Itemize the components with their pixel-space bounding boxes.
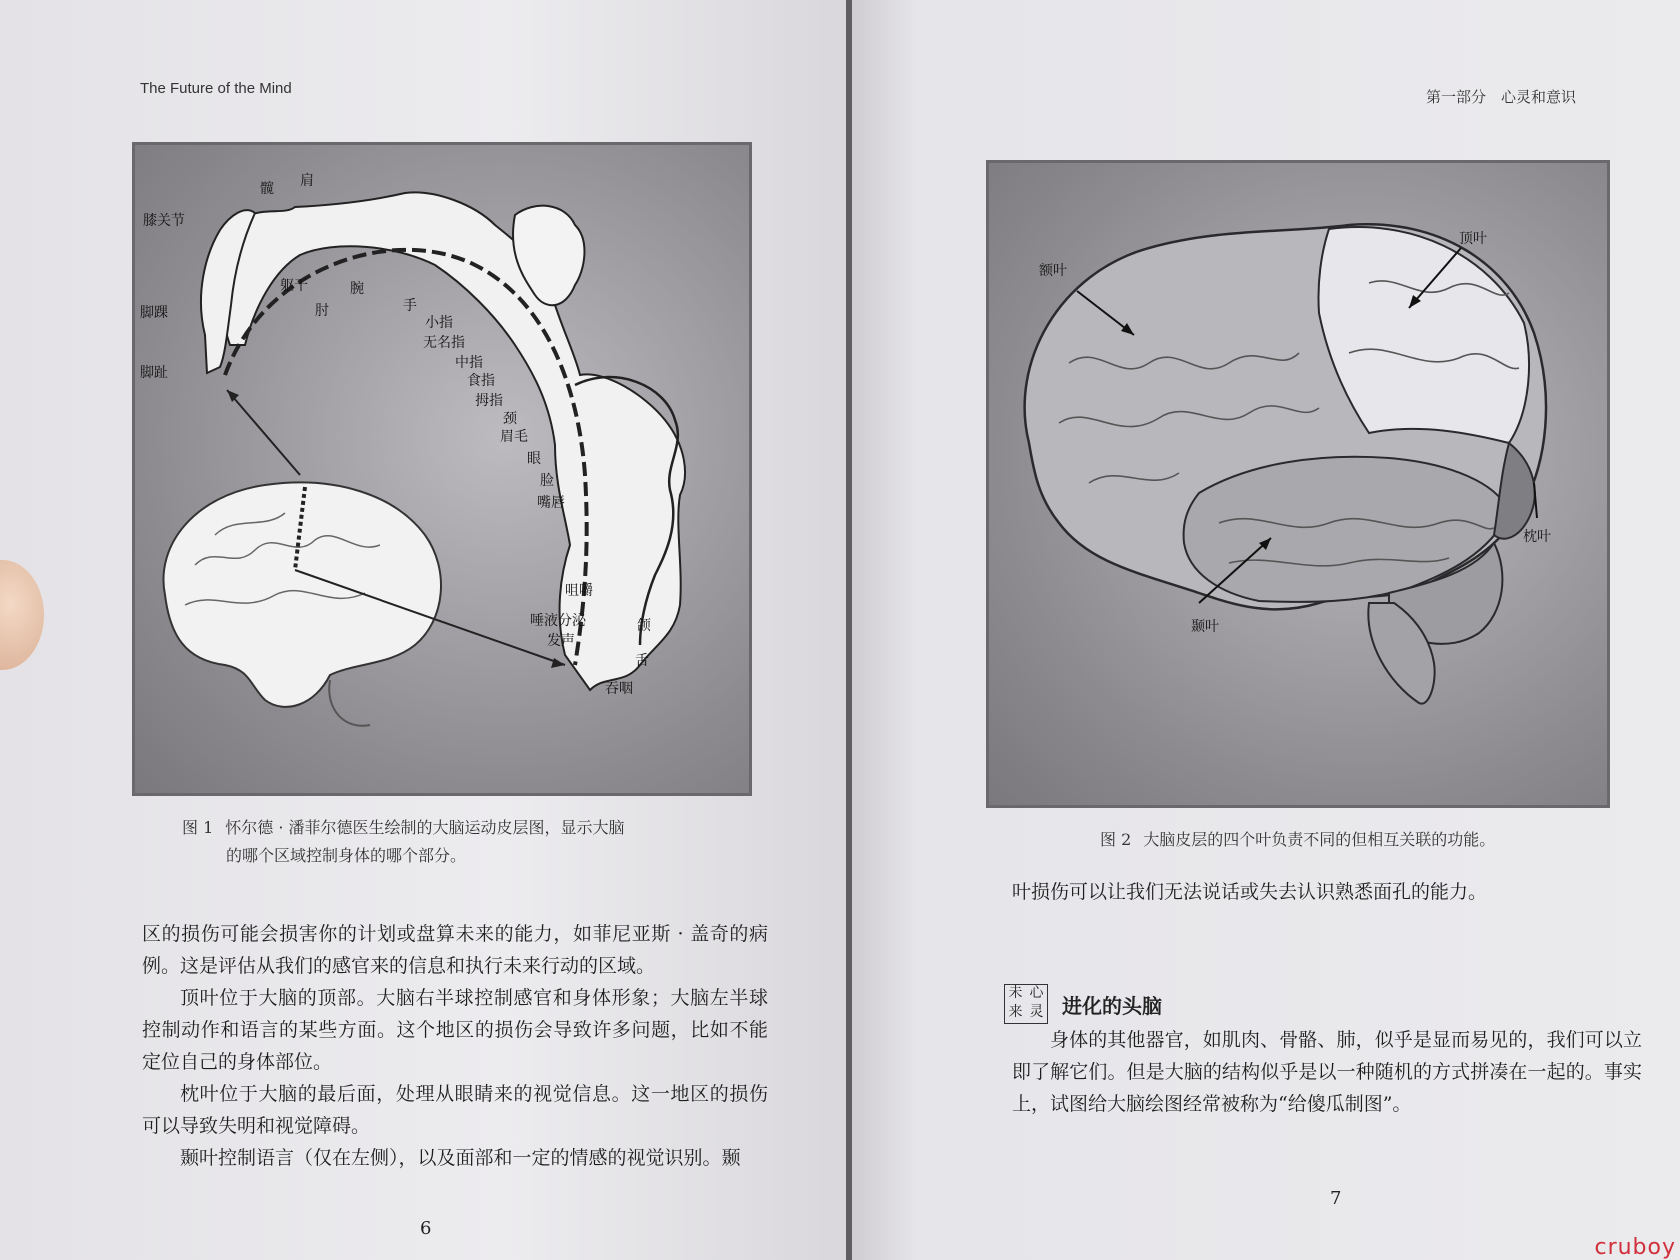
paragraph: 区的损伤可能会损害你的计划或盘算未来的能力，如菲尼亚斯 · 盖奇的病例。这是评估从我们的感官来的信息和执行未来行动的区域。 (142, 923, 768, 977)
logo-char: 心 (1029, 985, 1044, 1001)
small-brain (163, 482, 441, 725)
paragraph: 顶叶位于大脑的顶部。大脑右半球控制感官和身体形象；大脑左半球控制动作和语言的某些方面。这个地区的损伤会导致许多问题，比如不能定位自己的身体部位。 (142, 987, 768, 1073)
label-tongue: 舌 (635, 653, 649, 669)
label-index-finger: 食指 (467, 373, 495, 389)
label-thumb: 拇指 (475, 393, 503, 409)
label-swallowing: 吞咽 (605, 681, 633, 697)
label-knee: 膝关节 (143, 213, 185, 229)
left-body-text (142, 918, 768, 1174)
watermark: cruboy (1594, 1235, 1676, 1260)
page-number-left: 6 (420, 1218, 432, 1239)
running-head-left: The Future of the Mind (140, 80, 292, 97)
figure1-caption-line1: 怀尔德 · 潘菲尔德医生绘制的大脑运动皮层图，显示大脑 (225, 818, 625, 837)
figure2-caption-text: 大脑皮层的四个叶负责不同的但相互关联的功能。 (1143, 830, 1496, 849)
label-middle-finger: 中指 (455, 355, 483, 371)
brain-lobes-illustration (989, 163, 1607, 805)
paragraph: 颞叶控制语言（仅在左侧），以及面部和一定的情感的视觉识别。颞 (180, 1147, 741, 1169)
logo-char: 来 (1008, 1004, 1023, 1020)
page-number-right: 7 (1330, 1188, 1342, 1209)
label-hip: 髋 (260, 181, 274, 197)
label-chewing: 咀嚼 (565, 583, 593, 599)
motor-cortex-figure (132, 142, 752, 796)
figure2-caption (1100, 826, 1640, 854)
right-body-text (1012, 1024, 1642, 1120)
figure1-caption-line2: 的哪个区域控制身体的哪个部分。 (226, 846, 467, 865)
label-vocalization: 发声 (547, 633, 575, 649)
paragraph: 枕叶位于大脑的最后面，处理从眼睛来的视觉信息。这一地区的损伤可以导致失明和视觉障碍。 (142, 1083, 768, 1137)
continued-paragraph: 叶损伤可以让我们无法说话或失去认识熟悉面孔的能力。 (1012, 881, 1488, 903)
label-neck: 颈 (503, 411, 517, 427)
section-heading (1004, 984, 1162, 1024)
label-lips: 嘴唇 (537, 495, 565, 511)
label-toes: 脚趾 (140, 365, 168, 381)
label-ring-finger: 无名指 (423, 335, 465, 351)
label-wrist: 腕 (350, 281, 364, 297)
section-logo-icon (1004, 984, 1048, 1024)
label-shoulder: 肩 (300, 173, 314, 189)
label-parietal-lobe: 顶叶 (1459, 231, 1487, 247)
paragraph: 身体的其他器官，如肌肉、骨骼、肺，似乎是显而易见的，我们可以立即了解它们。但是大脑的结构似乎是以一种随机的方式拼凑在一起的。事实上，试图给大脑绘图经常被称为“给傻瓜制图”。 (1012, 1029, 1642, 1115)
label-hand: 手 (403, 298, 417, 314)
label-face: 脸 (540, 473, 554, 489)
label-frontal-lobe: 额叶 (1039, 263, 1067, 279)
figure2-number: 图 2 (1100, 830, 1132, 849)
brain-lobes-figure (986, 160, 1610, 808)
label-ankle: 脚踝 (140, 305, 168, 321)
label-occipital-lobe: 枕叶 (1523, 529, 1551, 545)
section-title: 进化的头脑 (1062, 993, 1162, 1018)
arrow-to-toes (227, 390, 300, 475)
label-trunk: 躯干 (280, 278, 308, 294)
figure1-caption (182, 814, 742, 870)
running-head-right: 第一部分 心灵和意识 (1425, 88, 1576, 106)
logo-char: 灵 (1029, 1004, 1044, 1020)
label-temporal-lobe: 颞叶 (1191, 619, 1219, 635)
label-elbow: 肘 (315, 303, 329, 319)
label-salivation: 唾液分泌 (530, 613, 586, 629)
homunculus-illustration (135, 145, 749, 793)
logo-char: 未 (1008, 985, 1023, 1001)
label-little-finger: 小指 (425, 315, 453, 331)
figure1-number: 图 1 (182, 818, 214, 837)
label-jaw: 颌 (637, 618, 651, 634)
label-eyebrow: 眉毛 (500, 429, 528, 445)
thumb (0, 560, 44, 670)
label-eye: 眼 (527, 451, 541, 467)
right-page (852, 0, 1680, 1260)
